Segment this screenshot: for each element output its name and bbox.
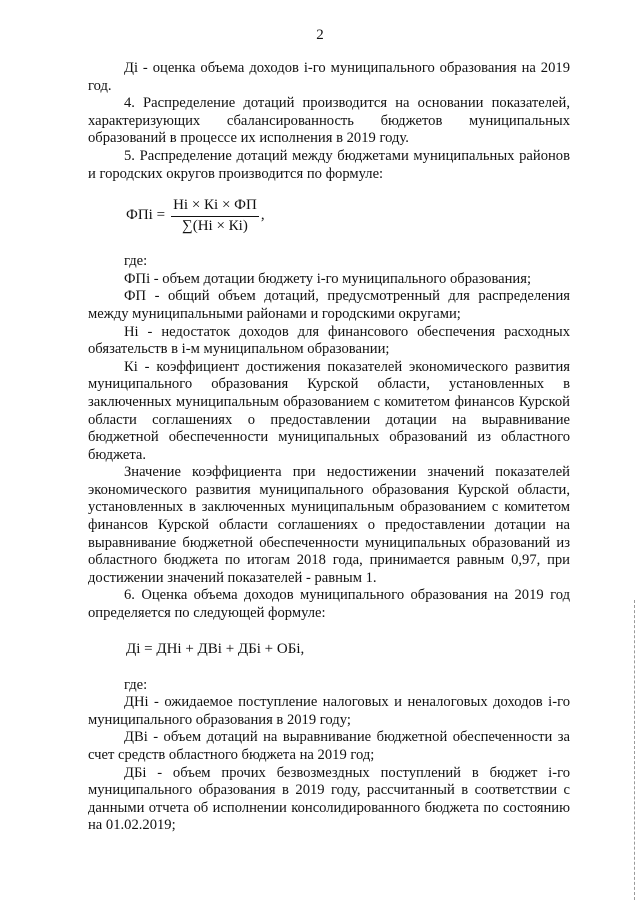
scan-edge-line <box>634 600 636 900</box>
paragraph-d-i-definition: Дi - оценка объема доходов i-го муниципального образования на 2019 год. <box>88 60 570 94</box>
paragraph-item-6: 6. Оценка объема доходов муниципального образования на 2019 год определяется по следующей формуле: <box>88 587 570 622</box>
definition-dv-i: ДВi - объем дотаций на выравнивание бюджетной обеспеченности за счет средств областного бюджета на 2019 год; <box>88 729 570 763</box>
definition-n-i: Нi - недостаток доходов для финансового обеспечения расходных обязательств в i-м муниципальном образовании; <box>88 323 570 358</box>
paragraph-item-4: 4. Распределение дотаций производится на основании показателей, характеризующих сбалансированность бюджетов муниципальных образований в процессе их исполнения в 2019 году. <box>88 95 570 147</box>
definition-fp-i: ФПi - объем дотации бюджету i-го муниципального образования; <box>124 270 532 287</box>
formula1-numerator: Нi × Кi × ФП <box>171 197 259 217</box>
definition-dn-i: ДНi - ожидаемое поступление налоговых и неналоговых доходов i-го муниципального образования в 2019 году; <box>88 694 570 728</box>
paragraph-item-5: 5. Распределение дотаций между бюджетами муниципальных районов и городских округов производится по формуле: <box>88 147 570 182</box>
where-label-1: где: <box>124 253 148 270</box>
formula2-text: Дi = ДНi + ДВi + ДБi + ОБi, <box>126 640 305 657</box>
document-body <box>88 60 570 835</box>
where-label-2: где: <box>124 676 148 693</box>
formula1-fraction <box>171 197 259 235</box>
definition-k-i: Кi - коэффициент достижения показателей экономического развития муниципального образования Курской области, установленных в заключенных муниципальным образованием с комитетом финансов Курской области соглашениях о предоставлении дотации на выравнивание бюджетной обеспеченности муниципальных образований из областного бюджета. <box>88 358 570 463</box>
formula1-lhs: ФПi = <box>126 207 166 224</box>
definition-fp: ФП - общий объем дотаций, предусмотренный для распределения между муниципальными районами и городскими округами; <box>88 288 570 322</box>
formula1-tail: , <box>260 207 265 224</box>
formula-income-estimate <box>88 623 570 677</box>
paragraph-coefficient-value: Значение коэффициента при недостижении значений показателей экономического развития муниципального образования Курской области, установленных в заключенных муниципальным образованием с комитетом финансов Курской области соглашениях о предоставлении дотации на выравнивание бюджетной обеспеченности муниципальных образований из областного бюджета по итогам 2018 года, принимается равным 0,97, при достижении значений показателей - равным 1. <box>88 464 570 586</box>
formula1-denominator: ∑(Нi × Кi) <box>182 217 248 234</box>
formula-subsidy-distribution <box>88 183 570 253</box>
definition-db-i: ДБi - объем прочих безвозмездных поступлений в бюджет i-го муниципального образования в 2019 году, рассчитанный в соответствии с данными отчета об исполнении консолидированного бюджета по состоянию на 01.02.2019; <box>88 764 570 834</box>
page-number: 2 <box>316 27 324 43</box>
